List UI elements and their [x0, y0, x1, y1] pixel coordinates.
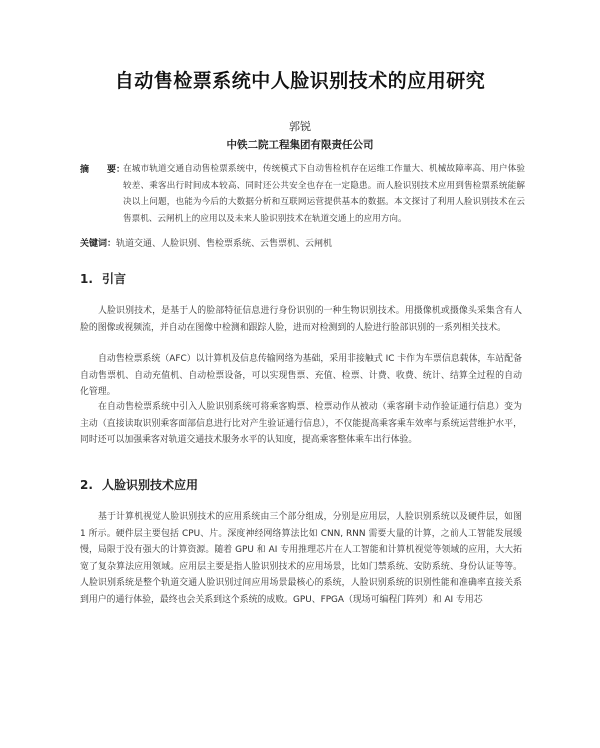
abstract-text: 在城市轨道交通自动售检票系统中，传统模式下自动售检机存在运维工作量大、机械故障率高、用户体验较差、乘客出行时间成本较高、同时还公共安全也存在一定隐患。而人脸识别技术应用到售检票系统能解决以上问题，也能为今后的大数据分析和互联网运营提供基本的数据。本文探讨了利用人脸识别技术在云售票机、云闸机上的应用以及未来人脸识别技术在轨道交通上的应用方向。 — [123, 164, 525, 224]
paper-affiliation: 中铁二院工程集团有限责任公司 — [226, 139, 374, 151]
keywords-text: 轨道交通、人脸识别、售检票系统、云售票机、云闸机 — [116, 239, 333, 249]
keywords — [80, 236, 332, 249]
section-title: 人脸识别技术应用 — [102, 478, 199, 492]
paragraph-1-1: 人脸识别技术，是基于人的脸部特征信息进行身份识别的一种生物识别技术。用摄像机或摄像头采集含有人脸的图像或视频流，并自动在图像中检测和跟踪人脸，进而对检测到的人脸进行脸部识别的一系列相关技术。 — [80, 306, 522, 333]
paper-author: 郭锐 — [289, 120, 311, 133]
paragraph-2-1: 基于计算机视觉人脸识别技术的应用系统由三个部分组成，分别是应用层，人脸识别系统以及硬件层，如图 1 所示。硬件层主要包括 CPU、片。深度神经网络算法比如 CNN, RNN 需要大量的计算，之前人工智能发展缓慢，局限于没有强大的计算资源。随着 GPU 和 AI 专用推理芯片在人工智能和计算机视觉等领域的应用，大大拓宽了复杂算法应用领域。应用层主要是指人脸识别技术的应用场景，比如门禁系统、安防系统、身份认证等等。人脸识别系统是整个轨道交通人脸识别过间应用场景最核心的系统，人脸识别系统的识别性能和准确率直接关系到用户的通行体验，最终也会关系到这个系统的成败。GPU、FPGA（现场可编程门阵列）和 AI 专用芯 — [80, 512, 522, 605]
section-heading-1 — [80, 270, 126, 287]
section-heading-2 — [80, 476, 198, 493]
keywords-label: 关键词： — [80, 239, 117, 249]
section-title: 引言 — [102, 272, 127, 286]
abstract-label: 摘 要： — [80, 165, 126, 175]
paragraph-1-2: 自动售检票系统（AFC）以计算机及信息传输网络为基础，采用非接触式 IC 卡作为车票信息载体，车站配备自动售票机、自动充值机、自动检票设备，可以实现售票、充值、检票、计费、收费、统计、结算全过程的自动化管理。 — [80, 354, 522, 397]
section-number: 1. — [80, 272, 93, 286]
paragraph-1-3: 在自动售检票系统中引入人脸识别系统可将乘客购票、检票动作从被动（乘客刷卡动作验证通行信息）变为主动（直接读取识别乘客面部信息进行比对产生验证通行信息），不仅能提高乘客乘车效率与系统运营维护水平，同时还可以加强乘客对轨道交通技术服务水平的认知度，提高乘客整体乘车出行体验。 — [80, 402, 522, 445]
section-number: 2. — [80, 478, 93, 492]
paper-title: 自动售检票系统中人脸识别技术的应用研究 — [114, 70, 486, 92]
